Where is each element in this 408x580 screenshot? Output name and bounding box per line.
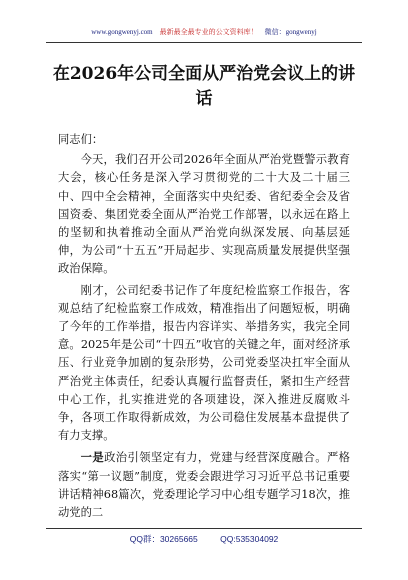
qq-group: QQ群：30265665 [129, 534, 198, 544]
document-body [58, 131, 350, 522]
salutation: 同志们： [58, 133, 104, 146]
site-url[interactable]: www.gongwenyj.com [91, 28, 153, 36]
site-slogan: 最新最全最专业的公文资料库！ [159, 28, 258, 36]
paragraph-3 [58, 448, 350, 522]
document-title: 在2026年公司全面从严治党会议上的讲话 [52, 64, 356, 109]
paragraph-2: 刚才，公司纪委书记作了年度纪检监察工作报告，客观总结了纪检监察工作成效，精准指出了问题短板，明确了今年的工作举措，报告内容详实、举措务实，我完全同意。2025年是公司“十四五”收官的关键之年，面对经济承压、行业竞争加剧的复杂形势，公司党委坚决扛牢全面从严治党主体责任，纪委认真履行监督责任，紧扣生产经营中心工作，扎实推进党的各项建设，深入推进反腐败斗争，各项工作取得新成效，为公司稳住发展基本盘提供了有力支撑。 [58, 283, 350, 443]
paragraph-3-lead: 一是 [80, 450, 105, 465]
site-footer [0, 533, 408, 545]
footer-divider [46, 528, 362, 529]
paragraph-1: 今天，我们召开公司2026年全面从严治党暨警示教育大会，核心任务是深入学习贯彻党的二十大及二十届三中、四中全会精神，全面落实中央纪委、省纪委全会及省国资委、集团党委全面从严治党工作部署，以永远在路上的坚韧和执着推动全面从严治党向纵深发展、向基层延伸，为公司“十五五”开局起步、实现高质量发展提供坚强政治保障。 [58, 153, 350, 276]
header-divider [46, 42, 362, 43]
qq-number: QQ:535304092 [220, 534, 279, 544]
site-header [0, 27, 408, 37]
wechat-id: 微信：gongwenyj [264, 28, 317, 36]
paragraph-3-text: 政治引领坚定有力，党建与经营深度融合。严格落实“第一议题”制度，党委会跟进学习习近平总书记重要讲话精神68篇次，党委理论学习中心组专题学习18次，推动党的二 [58, 451, 350, 520]
